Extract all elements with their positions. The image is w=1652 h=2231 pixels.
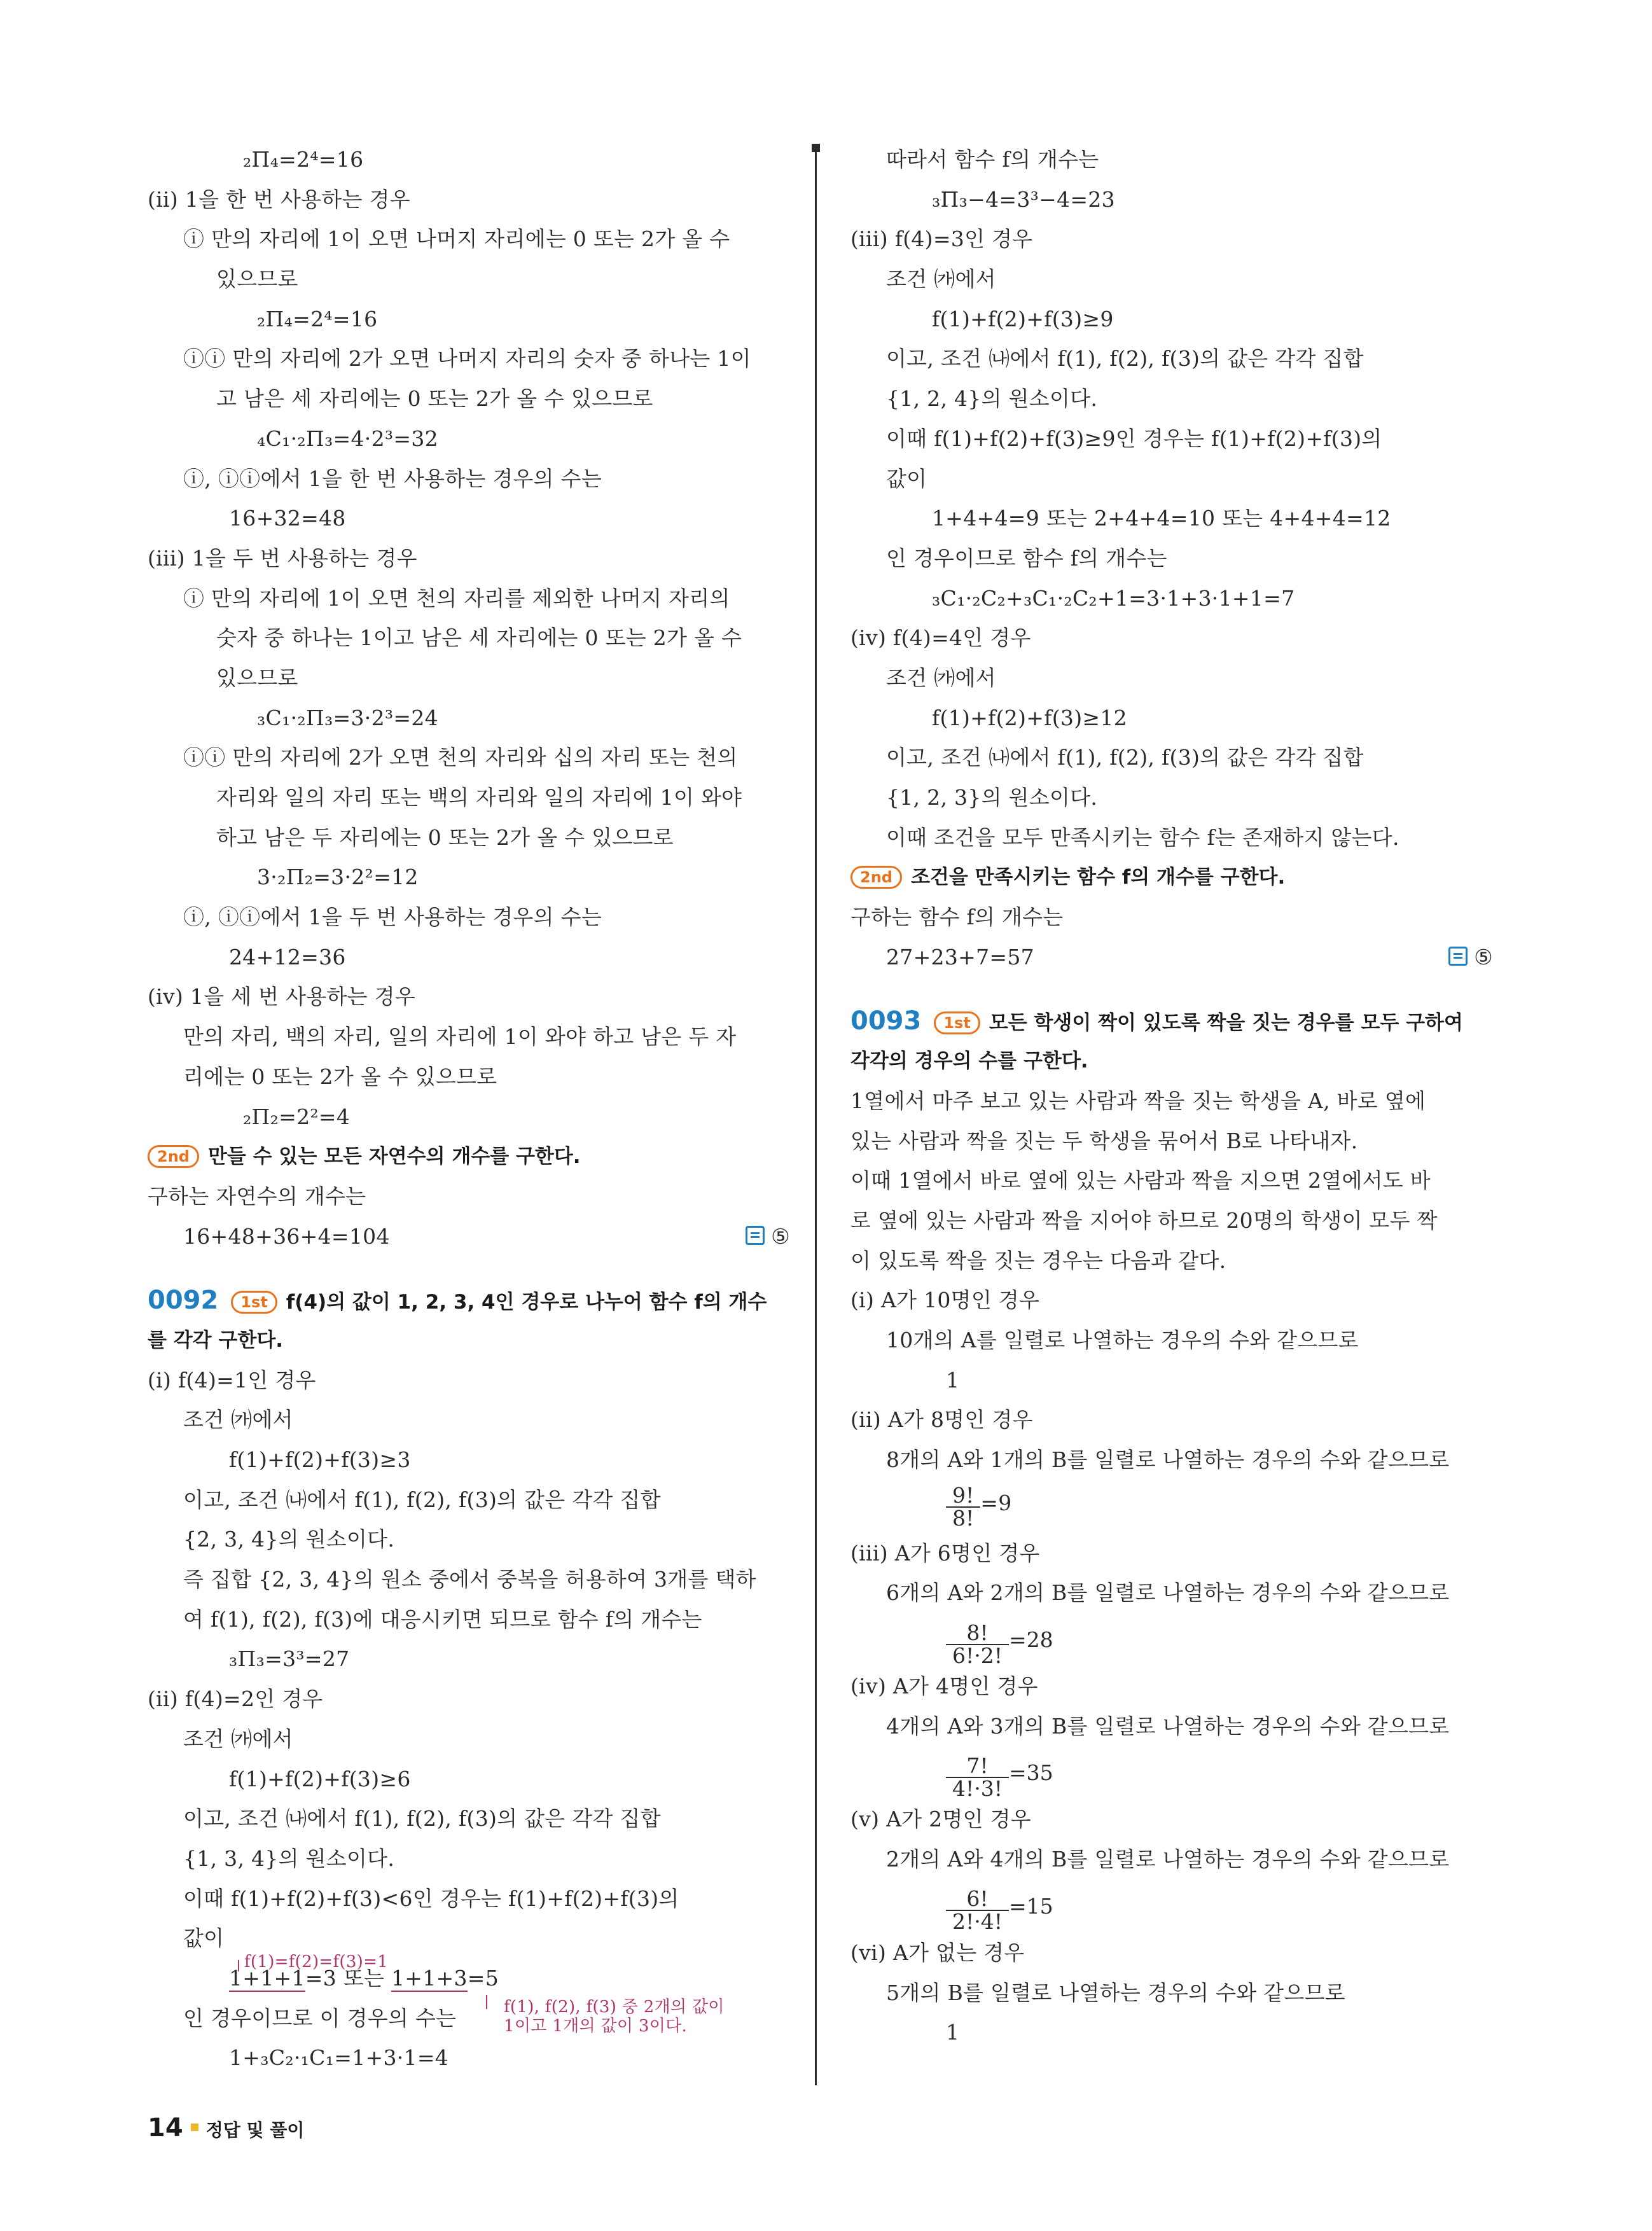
text-line: ⓘ, ⓘⓘ에서 1을 한 번 사용하는 경우의 수는 bbox=[183, 466, 602, 491]
step-badge: 2nd bbox=[148, 1145, 199, 1168]
case-heading: (iii) 1을 두 번 사용하는 경우 bbox=[148, 545, 417, 571]
text-line: 로 옆에 있는 사람과 짝을 지어야 하므로 20명의 학생이 모두 짝 bbox=[850, 1207, 1438, 1233]
text-line: 고 남은 세 자리에는 0 또는 2가 올 수 있으므로 bbox=[216, 386, 653, 412]
answer bbox=[1448, 938, 1493, 978]
text-line: 즉 집합 {2, 3, 4}의 원소 중에서 중복을 허용하여 3개를 택하 bbox=[183, 1567, 756, 1592]
step-text: 만들 수 있는 모든 자연수의 개수를 구한다. bbox=[207, 1145, 581, 1169]
text-line: 조건 ㈎에서 bbox=[886, 267, 996, 292]
text-line: 이 있도록 짝을 짓는 경우는 다음과 같다. bbox=[850, 1248, 1226, 1273]
annotation-bracket bbox=[486, 1995, 487, 2009]
answer-choice: ⑤ bbox=[1474, 944, 1493, 970]
text-line: {1, 3, 4}의 원소이다. bbox=[183, 1845, 395, 1871]
column-divider-marker bbox=[812, 144, 820, 152]
step-text: 조건을 만족시키는 함수 f의 개수를 구한다. bbox=[910, 866, 1286, 889]
left-column bbox=[148, 140, 790, 2078]
page-footer bbox=[148, 2113, 304, 2143]
case-heading: (iv) A가 4명인 경우 bbox=[850, 1674, 1038, 1699]
fraction-result: =28 bbox=[1009, 1627, 1053, 1653]
step-text: 모든 학생이 짝이 있도록 짝을 짓는 경우를 모두 구하여 bbox=[989, 1011, 1463, 1035]
text-line: ⓘ, ⓘⓘ에서 1을 두 번 사용하는 경우의 수는 bbox=[183, 905, 602, 930]
step2-heading bbox=[148, 1137, 790, 1177]
case-heading: (i) f(4)=1인 경우 bbox=[148, 1367, 316, 1393]
underlined-sum: 1+1+3 bbox=[391, 1965, 468, 1991]
result-row bbox=[850, 938, 1493, 978]
fraction-line bbox=[850, 1480, 1493, 1534]
step-text: f(4)의 값이 1, 2, 3, 4인 경우로 나누어 함수 f의 개수 bbox=[286, 1291, 767, 1314]
text-line: 이때 조건을 모두 만족시키는 함수 f는 존재하지 않는다. bbox=[886, 824, 1399, 850]
text-line: ⓘ 만의 자리에 1이 오면 나머지 자리에는 0 또는 2가 올 수 bbox=[183, 226, 730, 252]
fraction-result: =35 bbox=[1009, 1760, 1053, 1786]
text-line bbox=[148, 1999, 790, 2039]
footer-label: 정답 및 풀이 bbox=[205, 2120, 305, 2141]
annotation-note: f(1), f(2), f(3) 중 2개의 값이 bbox=[504, 1997, 725, 2017]
text-line: 이때 f(1)+f(2)+f(3)<6인 경우는 f(1)+f(2)+f(3)의 bbox=[183, 1886, 679, 1911]
text-line: ⓘ 만의 자리에 1이 오면 천의 자리를 제외한 나머지 자리의 bbox=[183, 585, 730, 611]
fraction-line bbox=[850, 1880, 1493, 1933]
denominator: 4!·3! bbox=[952, 1776, 1003, 1801]
answer-icon bbox=[746, 1226, 765, 1245]
case-heading: (ii) 1을 한 번 사용하는 경우 bbox=[148, 186, 410, 212]
fraction-result: =15 bbox=[1009, 1893, 1053, 1919]
text-line: 이때 f(1)+f(2)+f(3)≥9인 경우는 f(1)+f(2)+f(3)의 bbox=[886, 426, 1382, 451]
text-line: 여 f(1), f(2), f(3)에 대응시키면 되므로 함수 f의 개수는 bbox=[183, 1606, 702, 1632]
text-line: 이고, 조건 ㈏에서 f(1), f(2), f(3)의 값은 각각 집합 bbox=[183, 1487, 661, 1512]
underlined-sum: 1+1+1 bbox=[229, 1965, 305, 1991]
result-expression: 16+48+36+4=104 bbox=[183, 1223, 390, 1249]
text-line: {1, 2, 4}의 원소이다. bbox=[886, 386, 1098, 412]
denominator: 8! bbox=[952, 1506, 975, 1531]
case-heading: (iii) f(4)=3인 경우 bbox=[850, 226, 1033, 252]
text-line: 6개의 A와 2개의 B를 일렬로 나열하는 경우의 수와 같으므로 bbox=[886, 1580, 1450, 1606]
column-divider bbox=[815, 146, 817, 2085]
text-line: 4개의 A와 3개의 B를 일렬로 나열하는 경우의 수와 같으므로 bbox=[886, 1713, 1450, 1739]
text-line: 자리와 일의 자리 또는 백의 자리와 일의 자리에 1이 와야 bbox=[216, 785, 742, 810]
formula-line: ₂Π₂=2²=4 bbox=[243, 1104, 351, 1129]
right-column bbox=[850, 140, 1493, 2053]
annotation-bracket bbox=[238, 1960, 239, 1971]
step2-heading bbox=[850, 858, 1493, 898]
formula-line: ₃Π₃−4=3³−4=23 bbox=[932, 186, 1115, 212]
footer-square-icon bbox=[191, 2123, 198, 2131]
fraction bbox=[946, 1485, 980, 1529]
text-line: 조건 ㈎에서 bbox=[183, 1407, 293, 1433]
case-intro: 인 경우이므로 이 경우의 수는 bbox=[183, 2005, 457, 2031]
formula-line: 1+₃C₂·₁C₁=1+3·1=4 bbox=[229, 2045, 449, 2071]
text-line: 이고, 조건 ㈏에서 f(1), f(2), f(3)의 값은 각각 집합 bbox=[886, 346, 1364, 372]
formula-line: 24+12=36 bbox=[229, 944, 346, 970]
formula-line: ₃Π₃=3³=27 bbox=[229, 1646, 350, 1672]
text-line: 조건 ㈎에서 bbox=[183, 1726, 293, 1751]
formula-line: 1+4+4=9 또는 2+4+4=10 또는 4+4+4=12 bbox=[932, 506, 1391, 531]
step-text-continued: 각각의 경우의 수를 구한다. bbox=[850, 1050, 1088, 1073]
annotated-sum-line bbox=[148, 1952, 790, 1999]
answer-icon bbox=[1448, 947, 1468, 966]
text-line: 8개의 A와 1개의 B를 일렬로 나열하는 경우의 수와 같으므로 bbox=[886, 1447, 1450, 1472]
result-intro: 구하는 자연수의 개수는 bbox=[148, 1183, 366, 1209]
text-line: {2, 3, 4}의 원소이다. bbox=[183, 1527, 395, 1552]
text-line: 있는 사람과 짝을 짓는 두 학생을 묶어서 B로 나타내자. bbox=[850, 1128, 1358, 1153]
text-line: 1열에서 마주 보고 있는 사람과 짝을 짓는 학생을 A, 바로 옆에 bbox=[850, 1088, 1426, 1113]
annotation-note: f(1)=f(2)=f(3)=1 bbox=[244, 1952, 389, 1971]
text-line: 5개의 B를 일렬로 나열하는 경우의 수와 같으므로 bbox=[886, 1980, 1345, 2005]
formula-line: 1 bbox=[946, 2020, 960, 2045]
formula-line: ₃C₁·₂Π₃=3·2³=24 bbox=[257, 705, 438, 730]
formula-line: f(1)+f(2)+f(3)≥3 bbox=[229, 1447, 411, 1472]
case-heading: (ii) f(4)=2인 경우 bbox=[148, 1686, 323, 1712]
text-line: 따라서 함수 f의 개수는 bbox=[886, 147, 1099, 172]
step-badge: 2nd bbox=[850, 866, 902, 889]
case-heading: (iv) 1을 세 번 사용하는 경우 bbox=[148, 984, 415, 1010]
text-line: 이고, 조건 ㈏에서 f(1), f(2), f(3)의 값은 각각 집합 bbox=[886, 745, 1364, 770]
answer-choice: ⑤ bbox=[771, 1223, 790, 1249]
answer bbox=[746, 1217, 790, 1257]
fraction-line bbox=[850, 1613, 1493, 1667]
numerator: 8! bbox=[946, 1622, 1009, 1645]
result-row bbox=[148, 1217, 790, 1257]
numerator: 6! bbox=[946, 1888, 1009, 1911]
numerator: 9! bbox=[946, 1485, 980, 1508]
step-badge: 1st bbox=[231, 1291, 277, 1314]
case-heading: (i) A가 10명인 경우 bbox=[850, 1288, 1040, 1313]
formula-line: f(1)+f(2)+f(3)≥12 bbox=[932, 705, 1127, 730]
text-line: ⓘⓘ 만의 자리에 2가 오면 나머지 자리의 숫자 중 하나는 1이 bbox=[183, 346, 751, 372]
denominator: 6!·2! bbox=[952, 1643, 1003, 1668]
page-number: 14 bbox=[148, 2113, 183, 2143]
text-line: 값이 bbox=[886, 466, 927, 491]
text-line: 이고, 조건 ㈏에서 f(1), f(2), f(3)의 값은 각각 집합 bbox=[183, 1806, 661, 1831]
case-heading: (v) A가 2명인 경우 bbox=[850, 1807, 1031, 1832]
formula-line: 1 bbox=[946, 1367, 960, 1393]
formula-line: ₃C₁·₂C₂+₃C₁·₂C₂+1=3·1+3·1+1=7 bbox=[932, 585, 1295, 611]
fraction-result: =9 bbox=[980, 1490, 1012, 1515]
text-line: 조건 ㈎에서 bbox=[886, 665, 996, 690]
fraction-line bbox=[850, 1746, 1493, 1800]
text-line: 만의 자리, 백의 자리, 일의 자리에 1이 와야 하고 남은 두 자 bbox=[183, 1024, 737, 1050]
text-line: 10개의 A를 일렬로 나열하는 경우의 수와 같으므로 bbox=[886, 1327, 1359, 1352]
numerator: 7! bbox=[946, 1755, 1009, 1778]
formula-line: f(1)+f(2)+f(3)≥6 bbox=[229, 1766, 411, 1791]
result-expression: 27+23+7=57 bbox=[886, 944, 1034, 970]
fraction bbox=[946, 1888, 1009, 1933]
formula-line: f(1)+f(2)+f(3)≥9 bbox=[932, 306, 1114, 331]
step-badge: 1st bbox=[934, 1011, 980, 1034]
fraction bbox=[946, 1755, 1009, 1800]
text-line: 하고 남은 두 자리에는 0 또는 2가 올 수 있으므로 bbox=[216, 824, 674, 850]
formula-line: ₄C₁·₂Π₃=4·2³=32 bbox=[257, 426, 438, 451]
text-line: 리에는 0 또는 2가 올 수 있으므로 bbox=[183, 1064, 497, 1089]
text-line: ⓘⓘ 만의 자리에 2가 오면 천의 자리와 십의 자리 또는 천의 bbox=[183, 745, 738, 770]
sum-text: =5 bbox=[467, 1965, 499, 1991]
case-heading: (vi) A가 없는 경우 bbox=[850, 1940, 1025, 1965]
annotation-note: 1이고 1개의 값이 3이다. bbox=[504, 2016, 688, 2036]
sum-text: =3 또는 bbox=[305, 1965, 391, 1991]
result-intro: 구하는 함수 f의 개수는 bbox=[850, 905, 1064, 930]
text-line: ₂Π₄=2⁴=16 bbox=[243, 147, 364, 172]
case-heading: (iv) f(4)=4인 경우 bbox=[850, 625, 1031, 651]
formula-line: 3·₂Π₂=3·2²=12 bbox=[257, 865, 419, 890]
problem-number: 0093 bbox=[850, 1006, 922, 1036]
text-line: 2개의 A와 4개의 B를 일렬로 나열하는 경우의 수와 같으므로 bbox=[886, 1847, 1450, 1872]
case-heading: (iii) A가 6명인 경우 bbox=[850, 1540, 1040, 1566]
text-line: 있으므로 bbox=[216, 267, 298, 292]
step-text-continued: 를 각각 구한다. bbox=[148, 1328, 284, 1352]
fraction bbox=[946, 1622, 1009, 1667]
denominator: 2!·4! bbox=[952, 1909, 1003, 1935]
text-line: 인 경우이므로 함수 f의 개수는 bbox=[886, 545, 1167, 571]
text-line: 값이 bbox=[183, 1926, 225, 1951]
formula-line: ₂Π₄=2⁴=16 bbox=[257, 306, 378, 331]
text-line: 있으므로 bbox=[216, 665, 298, 690]
problem-0092-heading bbox=[148, 1281, 790, 1321]
text-line: 이때 1열에서 바로 옆에 있는 사람과 짝을 지으면 2열에서도 바 bbox=[850, 1168, 1431, 1193]
text-line: {1, 2, 3}의 원소이다. bbox=[886, 785, 1098, 810]
problem-number: 0092 bbox=[148, 1286, 219, 1316]
text-line: 숫자 중 하나는 1이고 남은 세 자리에는 0 또는 2가 올 수 bbox=[216, 625, 742, 651]
formula-line: 16+32=48 bbox=[229, 506, 346, 531]
problem-0093-heading bbox=[850, 1001, 1493, 1041]
case-heading: (ii) A가 8명인 경우 bbox=[850, 1407, 1033, 1433]
